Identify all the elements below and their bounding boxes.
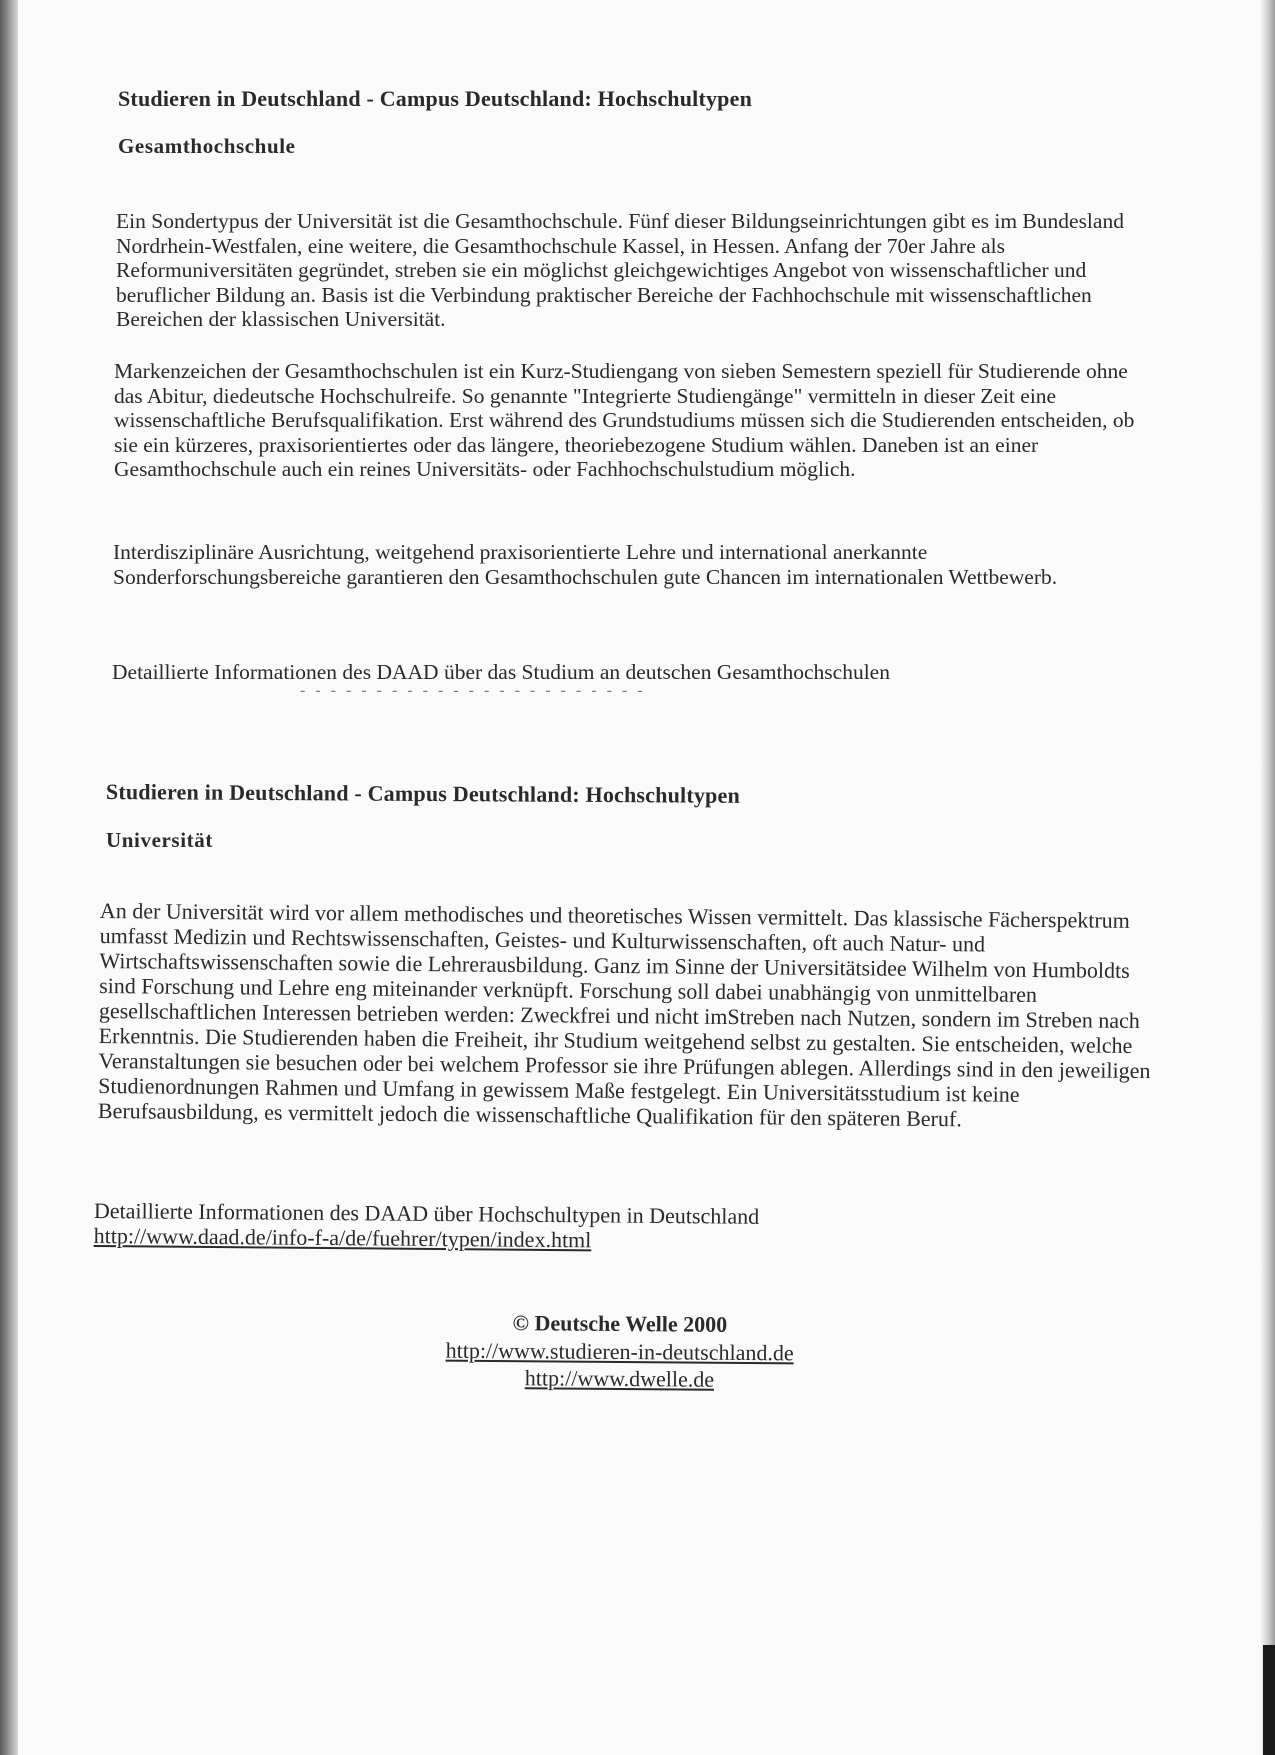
section1-info-text: Detaillierte Informationen des DAAD über das Studium an deutschen Gesamthochschulen	[112, 660, 890, 684]
truncated-link-line: - - - - - - - - - - - - - - - - - - - - - - -	[300, 682, 646, 699]
section2-info-block	[94, 1198, 914, 1255]
section1-subheading: Gesamthochschule	[118, 134, 296, 158]
footer	[379, 1308, 860, 1394]
copyright-text: © Deutsche Welle 2000	[512, 1310, 728, 1337]
section1-paragraph-3: Interdisziplinäre Ausrichtung, weitgehend praxisorientierte Lehre und international anerkannte Sonderforschungsbereiche garantieren den Gesamthochschulen gute Chancen im internationalen Wettbewerb.	[113, 540, 1058, 589]
studieren-in-deutschland-link[interactable]: http://www.studieren-in-deutschland.de	[445, 1337, 794, 1366]
section2-subheading: Universität	[106, 828, 213, 852]
section2-header: Studieren in Deutschland - Campus Deutschland: Hochschultypen	[105, 779, 741, 808]
section2-paragraph-1: An der Universität wird vor allem methodisches und theoretisches Wissen vermittelt. Das klassische Fächerspektrum umfasst Medizin und Rechtswissenschaften, Geistes- und Kulturwissenschaften, oft auch Natur- und Wirtschaftswissenschaften sowie die Lehrerausbildung. Ganz im Sinne der Universitätsidee Wilhelm von Humboldts sind Forschung und Lehre eng miteinander verknüpft. Forschung soll dabei unabhängig von unmittelbaren gesellschaftlichen Interessen betrieben werden: Zweckfrei und nicht imStreben nach Nutzen, sondern im Streben nach Erkenntnis. Die Studierenden haben die Freiheit, ihr Studium weitgehend selbst zu gestalten. Sie entscheiden, welche Veranstaltungen sie besuchen oder bei welchem Professor sie ihre Prüfungen ablegen. Allerdings sind in den jeweiligen Studienordnungen Rahmen und Umfang in gewissem Maße festgelegt. Ein Universitätsstudium ist keine Berufsausbildung, es vermittelt jedoch die wissenschaftliche Qualifikation für den späteren Beruf.	[97, 898, 1151, 1132]
section1-header: Studieren in Deutschland - Campus Deutschland: Hochschultypen	[118, 86, 753, 111]
dwelle-link[interactable]: http://www.dwelle.de	[524, 1365, 715, 1392]
section1-paragraph-1: Ein Sondertypus der Universität ist die Gesamthochschule. Fünf dieser Bildungseinrichtungen gibt es im Bundesland Nordrhein-Westfalen, eine weitere, die Gesamthochschule Kassel, in Hessen. Anfang der 70er Jahre als Reformuniversitäten gegründet, streben sie ein möglichst gleichgewichtiges Angebot von wissenschaftlicher und beruflicher Bildung an. Basis ist die Verbindung praktischer Bereiche der Fachhochschule mit wissenschaftlichen Bereichen der klassischen Universität.	[116, 209, 1124, 331]
scan-edge-right	[1261, 0, 1275, 1755]
scan-edge-left	[0, 0, 18, 1755]
daad-hochschultypen-link[interactable]: http://www.daad.de/info-f-a/de/fuehrer/typen/index.html	[93, 1222, 592, 1253]
section1-paragraph-2: Markenzeichen der Gesamthochschulen ist ein Kurz-Studiengang von sieben Semestern speziell für Studierende ohne das Abitur, diedeutsche Hochschulreife. So genannte "Integrierte Studiengänge" vermitteln in dieser Zeit eine wissenschaftliche Berufsqualifikation. Erst während des Grundstudiums müssen sich die Studierenden entscheiden, ob sie ein kürzeres, praxisorientiertes oder das längere, theoriebezogene Studium wählen. Daneben ist an einer Gesamthochschule auch ein reines Universitäts- oder Fachhochschulstudium möglich.	[114, 359, 1135, 481]
scan-edge-corner	[1263, 1645, 1275, 1755]
section2-info-text: Detaillierte Informationen des DAAD über Hochschultypen in Deutschland	[93, 1198, 760, 1229]
